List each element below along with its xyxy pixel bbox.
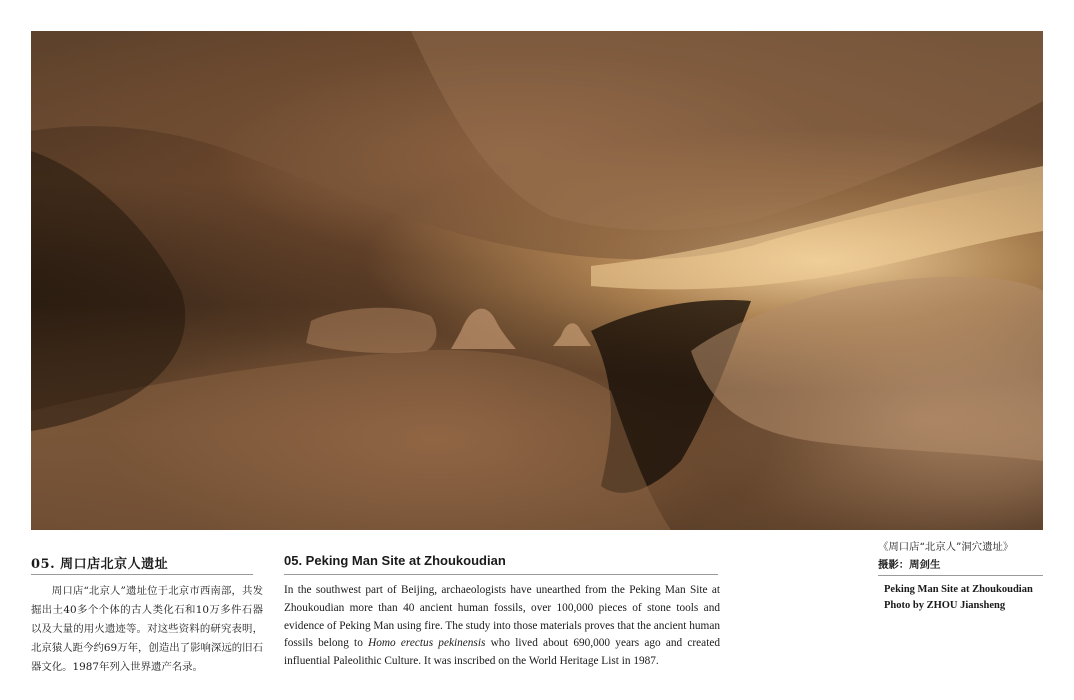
species-name: Homo erectus pekinensis: [368, 637, 486, 650]
photo-caption-chinese: [878, 538, 1048, 574]
caption-zh-credit: 摄影：周剑生: [878, 559, 941, 571]
cave-photo: [31, 31, 1043, 530]
english-body: [284, 582, 720, 671]
english-title-rule: [284, 574, 718, 575]
cave-rock-shapes: [31, 31, 1043, 530]
english-body-start: In the southwest part of Beijing, archaeologists have unearthed from the Peking Man Site at Zhoukoudian more than 40 ancient human fossils, over 100,000 pieces of stone tools and evidence of Peking Man using fire. The study into those materials proves that the ancient human fossils belong to: [284, 584, 720, 650]
caption-zh-title: 《周口店“北京人”洞穴遗址》: [878, 541, 1014, 553]
english-body-end: who lived about 690,000 years ago and created influential Paleolithic Culture. It was inscribed on the World Heritage List in 1987.: [284, 637, 721, 668]
chinese-title-rule: [31, 574, 253, 575]
chinese-title: 05. 周口店北京人遗址: [31, 557, 169, 572]
photo-caption-english: [884, 582, 1054, 613]
caption-rule: [878, 575, 1043, 576]
caption-en-title: Peking Man Site at Zhoukoudian: [884, 584, 1033, 595]
english-title: 05. Peking Man Site at Zhoukoudian: [284, 553, 506, 568]
caption-en-credit: Photo by ZHOU Jiansheng: [884, 599, 1006, 611]
chinese-body: 周口店“北京人”遗址位于北京市西南部，共发掘出土40多个个体的古人类化石和10万多件石器以及大量的用火遗迹等。对这些资料的研究表明，北京猿人距今约69万年，创造出了影响深远的旧石器文化。1987年列入世界遗产名录。: [31, 585, 263, 673]
